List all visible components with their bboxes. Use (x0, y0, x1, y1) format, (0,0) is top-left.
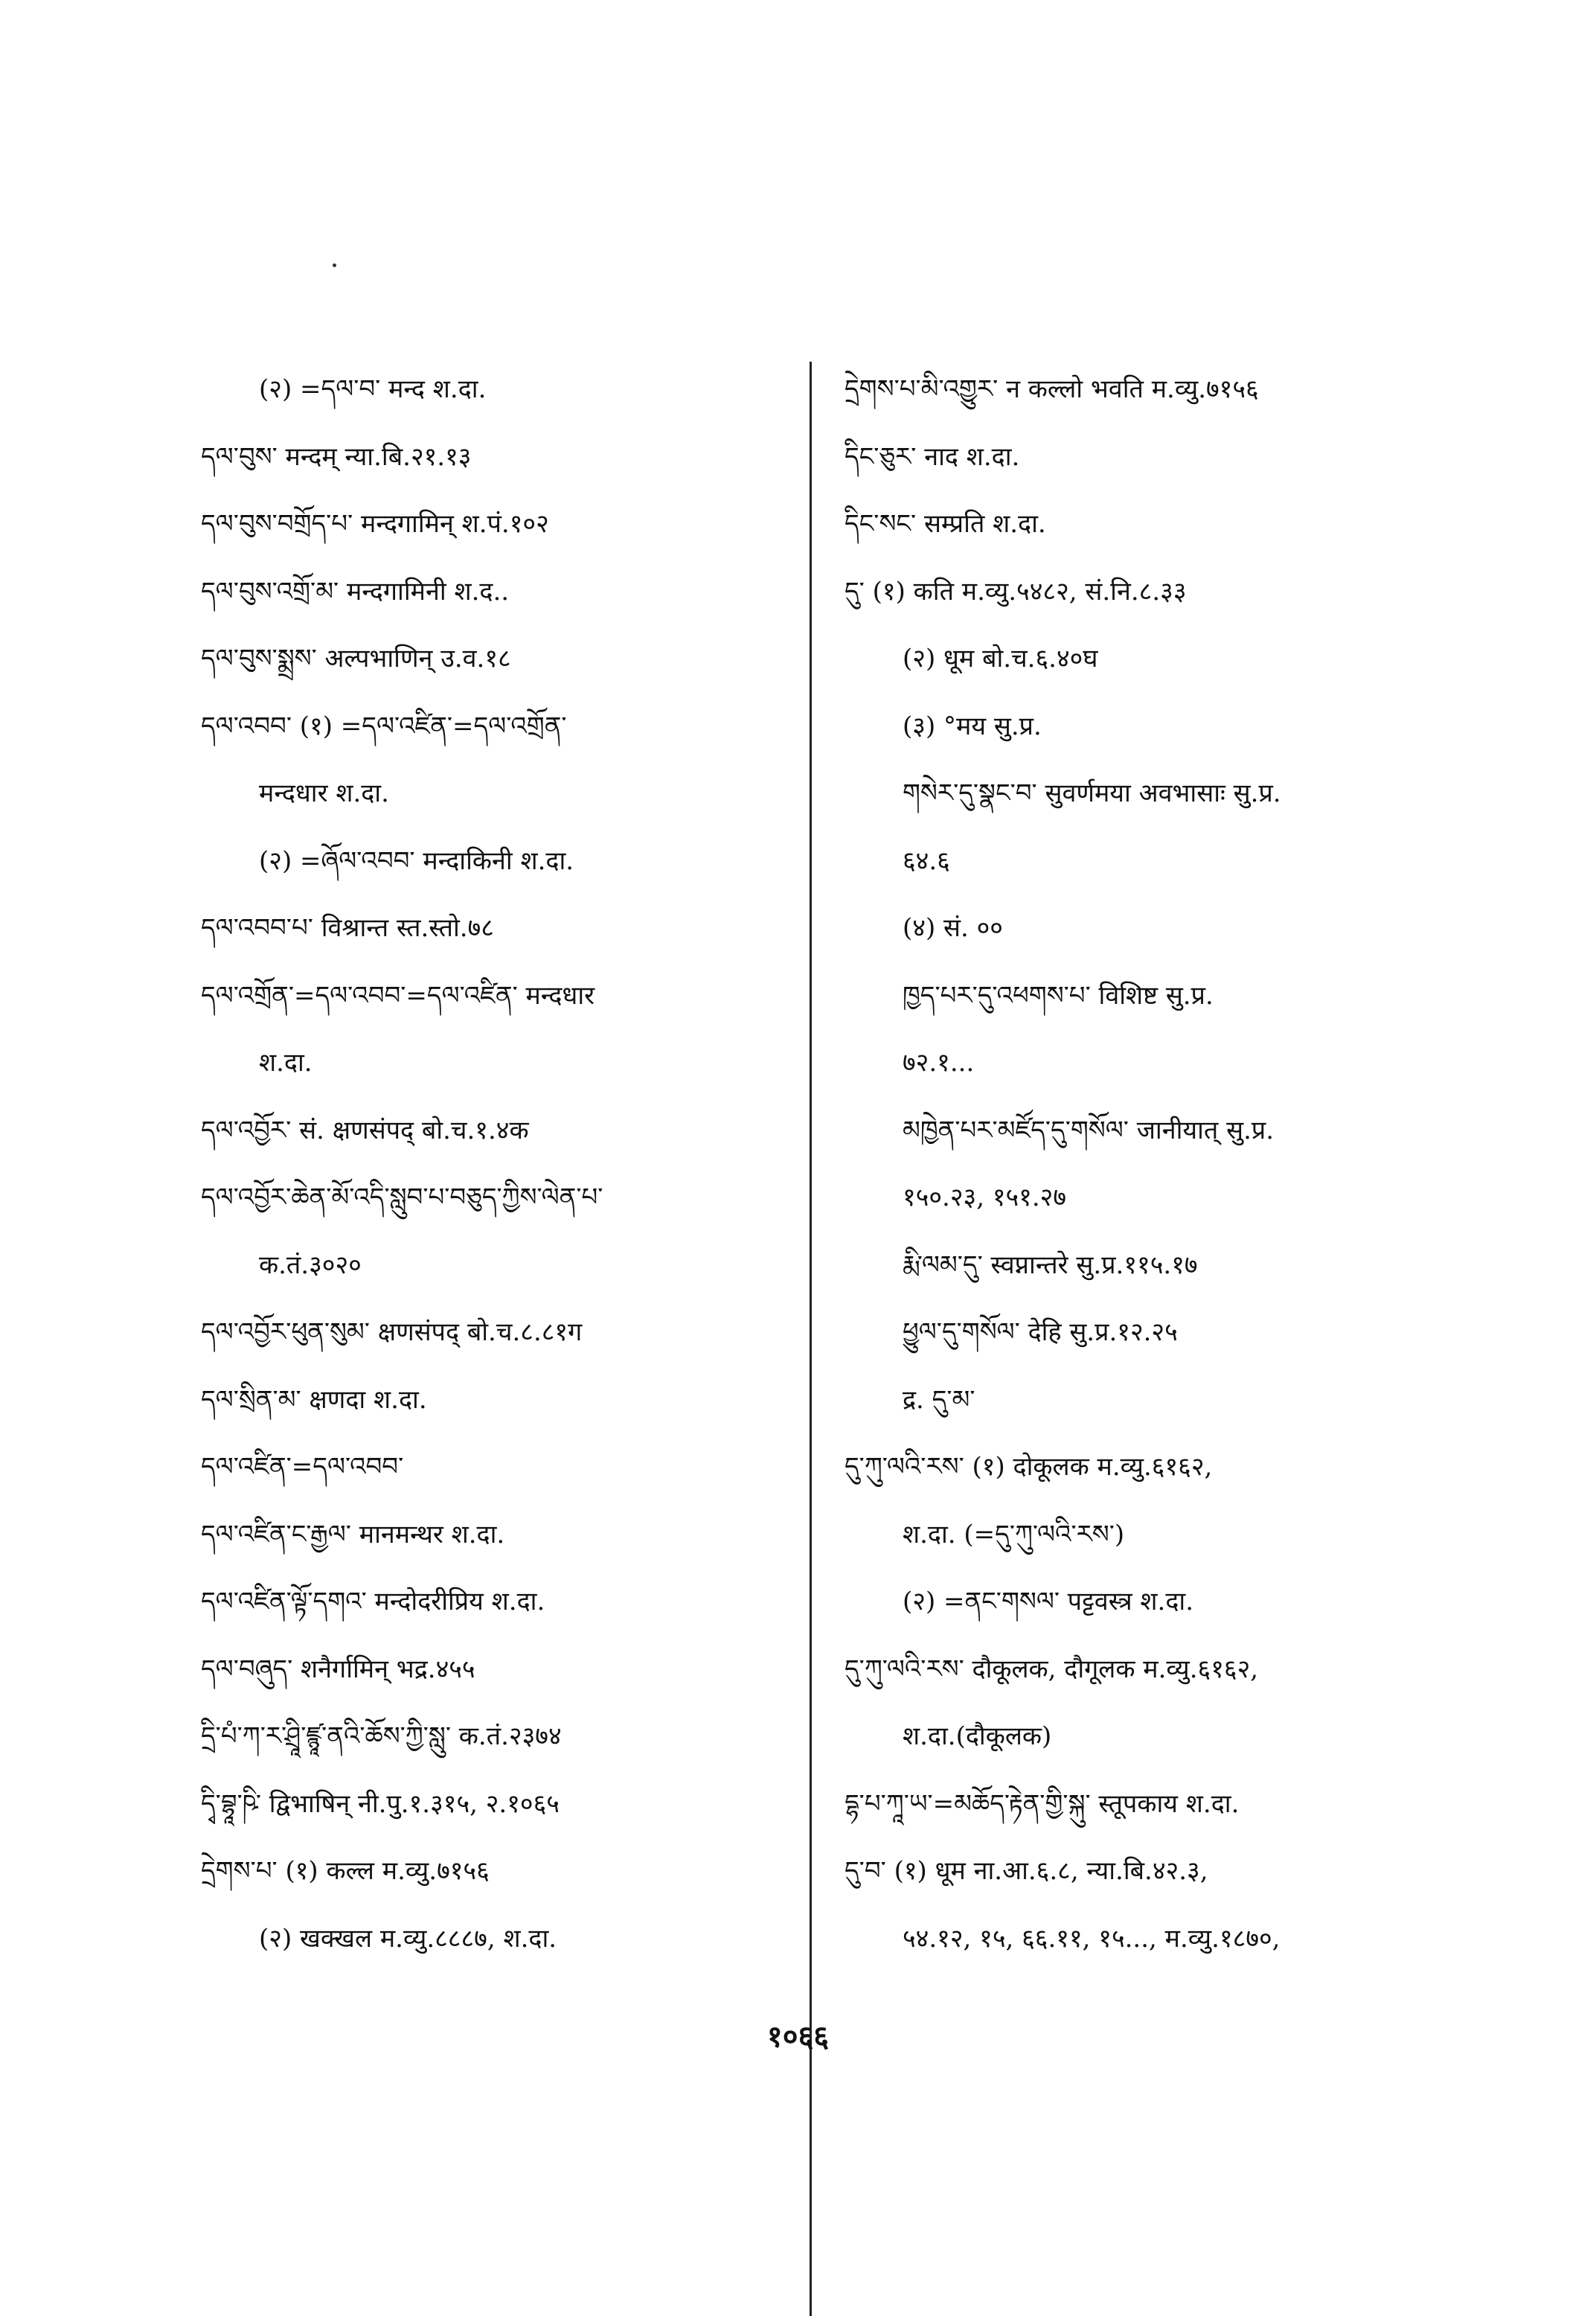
entry-text: དྲེགས་པ་ (१) कल्ल म.व्यु.७१५६ (201, 1856, 490, 1886)
dictionary-entry-line (845, 1568, 1417, 1636)
entry-text: (२) =ནང་གསལ་ पट्टवस्त्र श.दा. (903, 1587, 1194, 1616)
dictionary-entry-line (201, 1636, 796, 1704)
dictionary-entry-line (201, 558, 796, 626)
entry-text: དལ་བུས་ मन्दम् न्या.बि.२१.१३ (201, 441, 472, 472)
entry-text: དལ་བུས་བགྲོད་པ་ मन्दगामिन् श.पं.१०२ (201, 509, 549, 539)
entry-text: ཁྱད་པར་དུ་འཕགས་པ་ विशिष्ट सु.प्र. (903, 980, 1214, 1011)
dictionary-entry-line (845, 1770, 1417, 1838)
dictionary-entry-line (845, 423, 1417, 491)
dictionary-entry-line (201, 1029, 796, 1097)
entry-text: དྲེགས་པ་མི་འགྱུར་ न कल्लो भवति म.व्यु.७१५६ (845, 374, 1259, 404)
entry-text: (२) खक्खल म.व्यु.८८८७, श.दा. (259, 1923, 557, 1954)
dictionary-entry-line (201, 1097, 796, 1165)
entry-text: क.तं.३०२० (259, 1250, 362, 1280)
entry-text: श.दा. (=དུ་ཀུ་ལའི་རས་) (903, 1519, 1125, 1549)
dictionary-entry-line (845, 760, 1417, 828)
dictionary-entry-line (201, 625, 796, 693)
entry-text: དྭི་བྷཱ་ཥི་ द्विभाषिन् नी.पु.१.३१५, २.१०६५ (201, 1788, 560, 1819)
entry-text: དལ་འགྲོན་=དལ་འབབ་=དལ་འཛིན་ मन्दधार (201, 980, 595, 1011)
entry-text: གསེར་དུ་སྣང་བ་ सुवर्णमया अवभासाः सु.प्र. (903, 778, 1281, 808)
entry-text: (२) =དལ་བ་ मन्द श.दा. (259, 374, 487, 404)
entry-text: རྨི་ལམ་དུ་ स्वप्नान्तरे सु.प्र.११५.१७ (903, 1250, 1198, 1280)
entry-text: དལ་འབྱོར་ཕུན་སུམ་ क्षणसंपद् बो.च.८.८१ग (201, 1317, 583, 1347)
entry-text: श.दा. (259, 1048, 313, 1078)
dictionary-entry-line (845, 828, 1417, 895)
dictionary-entry-line (845, 1433, 1417, 1501)
entry-text: དྷ་པ་ཀཱ་ཡ་=མཆོད་རྟེན་གྱི་སྐུ་ स्तूपकाय श.दा. (845, 1788, 1240, 1819)
dictionary-entry-line (845, 1703, 1417, 1770)
entry-text: མཁྱེན་པར་མཛོད་དུ་གསོལ་ जानीयात् सु.प्र. (903, 1115, 1275, 1145)
dictionary-entry-line (201, 423, 796, 491)
left-column (201, 356, 796, 1972)
entry-text: དལ་བུས་སྨྲས་ अल्पभाणिन् उ.व.१८ (201, 644, 511, 674)
dictionary-entry-line (845, 693, 1417, 761)
dictionary-entry-line (201, 760, 796, 828)
dictionary-entry-line (845, 1366, 1417, 1434)
dictionary-entry-line (201, 1703, 796, 1770)
entry-text: དལ་འབྱོར་ཆེན་མོ་འདི་སླུབ་པ་བཅུད་ཀྱིས་ལེན་པ་ (201, 1183, 603, 1212)
dictionary-entry-line (201, 895, 796, 962)
dictionary-entry-line (201, 1366, 796, 1434)
dictionary-entry-line (845, 558, 1417, 626)
dictionary-entry-line (845, 962, 1417, 1030)
dictionary-entry-line (845, 490, 1417, 558)
dictionary-entry-line (201, 693, 796, 761)
entry-text: ཕྱུལ་དུ་གསོལ་ देहि सु.प्र.१२.२५ (903, 1317, 1178, 1347)
dictionary-entry-line (201, 1770, 796, 1838)
dictionary-entry-line (845, 1029, 1417, 1097)
dictionary-entry-line (845, 1299, 1417, 1366)
dictionary-entry-line (201, 1837, 796, 1905)
dictionary-entry-line (201, 962, 796, 1030)
entry-text: १५०.२३, १५१.२७ (903, 1183, 1067, 1212)
entry-text: དུ་ (१) कति म.व्यु.५४८२, सं.नि.८.३३ (845, 576, 1187, 607)
entry-text: དུ་ཀུ་ལའི་རས་ दौकूलक, दौगूलक म.व्यु.६१६२, (845, 1654, 1259, 1684)
dictionary-entry-line (201, 1433, 796, 1501)
dictionary-entry-line (201, 1568, 796, 1636)
entry-text: དིང་ཅུར་ नाद श.दा. (845, 441, 1020, 472)
entry-text: དུ་ཀུ་ལའི་རས་ (१) दोकूलक म.व्यु.६१६२, (845, 1452, 1213, 1482)
entry-text: དལ་འཛིན་ང་རྒྱལ་ मानमन्थर श.दा. (201, 1519, 505, 1549)
right-column (845, 356, 1417, 1972)
entry-text: དལ་སྲིན་མ་ क्षणदा श.दा. (201, 1384, 427, 1415)
dictionary-entry-line (201, 490, 796, 558)
entry-text: द्र. དུ་མ་ (903, 1384, 975, 1415)
entry-text: ६४.६ (903, 845, 950, 876)
dictionary-entry-line (845, 1097, 1417, 1165)
entry-text: དལ་འཛིན་=དལ་འབབ་ (201, 1452, 404, 1482)
entry-text: (२) धूम बो.च.६.४०घ (903, 644, 1098, 674)
dictionary-entry-line (845, 1636, 1417, 1704)
dictionary-entry-line (201, 1232, 796, 1299)
dictionary-entry-line (845, 1164, 1417, 1232)
dictionary-entry-line (845, 356, 1417, 423)
dictionary-entry-line (201, 356, 796, 423)
page-number: १०६६ (766, 2019, 830, 2054)
entry-text: དལ་འབབ་པ་ विश्रान्त स्त.स्तो.७८ (201, 913, 494, 943)
entry-text: དལ་འཛིན་ལྟོ་དགའ་ मन्दोदरीप्रिय श.दा. (201, 1587, 545, 1616)
entry-text: དུ་བ་ (१) धूम ना.आ.६.८, न्या.बि.४२.३, (845, 1856, 1208, 1886)
dictionary-entry-line (201, 1164, 796, 1232)
entry-text: ७२.१... (903, 1048, 975, 1078)
entry-text: དལ་འབབ་ (१) =དལ་འཛིན་=དལ་འགྲོན་ (201, 711, 567, 741)
entry-text: དལ་བུས་འགྲོ་མ་ मन्दगामिनी श.द.. (201, 576, 510, 607)
entry-text: (४) सं. ०० (903, 913, 1003, 943)
dictionary-entry-line (201, 1501, 796, 1569)
entry-text: དལ་འབྱོར་ सं. क्षणसंपद् बो.च.१.४क (201, 1115, 529, 1145)
entry-text: དྲི་པཾ་ཀ་ར་ཤྲཱི་ཛྙཱ་ནའི་ཆོས་ཀྱི་སླུ་ क.तं.२३७४ (201, 1721, 562, 1751)
dictionary-entry-line (201, 828, 796, 895)
entry-text: དལ་བཞུད་ शनैर्गामिन् भद्र.४५५ (201, 1654, 475, 1684)
dictionary-entry-line (845, 1232, 1417, 1299)
dictionary-entry-line (845, 1837, 1417, 1905)
entry-text: (३) °मय सु.प्र. (903, 711, 1042, 741)
entry-text: ५४.१२, १५, ६६.११, १५..., म.व्यु.१८७०, (903, 1923, 1281, 1954)
dictionary-entry-line (845, 1905, 1417, 1973)
dictionary-entry-line (201, 1299, 796, 1366)
entry-text: (२) =ཞོལ་འབབ་ मन्दाकिनी श.दा. (259, 845, 574, 876)
stray-mark (333, 263, 336, 267)
dictionary-entry-line (845, 1501, 1417, 1569)
entry-text: श.दा.(दौकूलक) (903, 1721, 1052, 1751)
dictionary-entry-line (201, 1905, 796, 1973)
dictionary-entry-line (845, 895, 1417, 962)
entry-text: དིང་སང་ सम्प्रति श.दा. (845, 509, 1046, 539)
entry-text: मन्दधार श.दा. (259, 778, 389, 808)
dictionary-entry-line (845, 625, 1417, 693)
